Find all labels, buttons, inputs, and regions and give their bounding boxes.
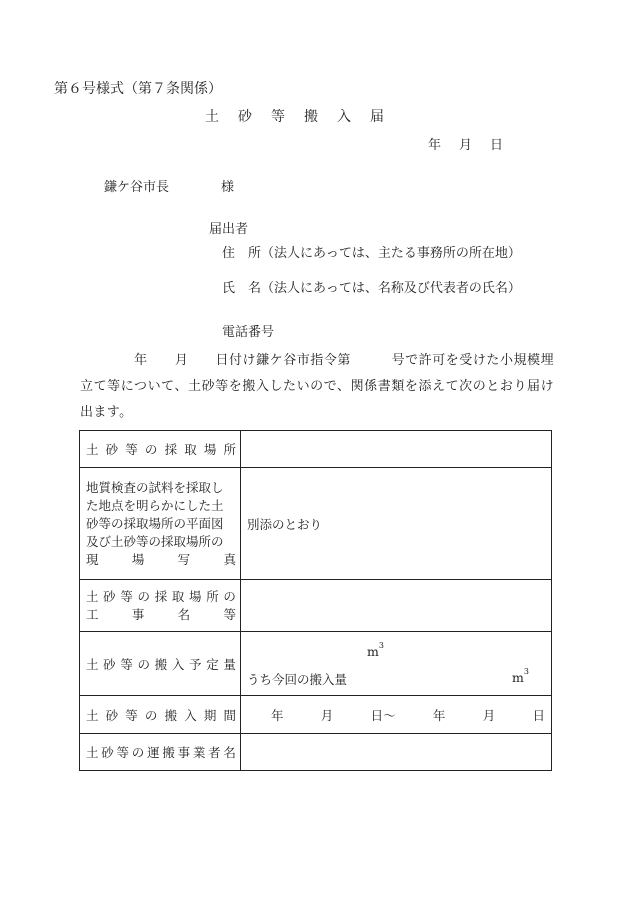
label-transporter [80, 734, 241, 771]
applicant-phone-label: 電話番号 [222, 325, 275, 340]
period-start-day: 日～ [370, 707, 396, 723]
date-day: 日 [490, 138, 504, 153]
table-row-planned-quantity [80, 632, 552, 696]
period-start-month: 月 [320, 707, 334, 723]
addressee-name: 鎌ケ谷市長 [104, 180, 170, 195]
label-source-location-text [86, 440, 236, 458]
label-char: 土 [86, 442, 99, 457]
label-char: 土 [86, 588, 99, 604]
label-char: 工 [86, 606, 99, 622]
form-number: 第６号様式（第７条関係） [54, 81, 222, 97]
label-char: 採 [164, 442, 178, 457]
label-char: 砂 [103, 588, 116, 604]
label-site-plan-line: 地質検査の試料を採取し [86, 479, 224, 495]
label-site-plan-line: 砂等の採取場所の平面図 [86, 515, 224, 531]
document-title: 土砂等搬入届 [205, 109, 403, 125]
label-char: 取 [184, 442, 197, 457]
label-site-plan-line: た地点を明らかにした土 [86, 497, 224, 513]
label-char: の [144, 707, 158, 723]
label-char: 砂 [105, 442, 119, 457]
label-char: の [137, 588, 151, 604]
label-char: 真 [223, 551, 236, 567]
label-char: 搬 [154, 656, 168, 672]
table-row-source-location [80, 431, 552, 468]
value-planned-quantity[interactable] [241, 632, 552, 696]
period-end-month: 月 [482, 707, 496, 723]
label-char: の [144, 442, 158, 457]
addressee-honorific: 様 [221, 180, 235, 195]
period-start-year: 年 [271, 707, 284, 723]
label-char: 土 [86, 745, 99, 760]
label-char: 名 [177, 606, 191, 622]
label-char: 所 [223, 442, 236, 457]
label-char: 土 [86, 656, 99, 672]
applicant-label: 届出者 [209, 222, 249, 237]
value-period[interactable] [241, 696, 552, 734]
label-planned-quantity [80, 632, 241, 696]
label-char: 砂 [105, 707, 119, 723]
label-char: 事 [177, 745, 191, 760]
unit-cubic-meters-total: $m^3$ [367, 641, 384, 659]
label-char: 搬 [164, 707, 178, 723]
label-char: の [137, 656, 151, 672]
label-char: 所 [206, 588, 219, 604]
label-char: 予 [189, 656, 202, 672]
label-char: 等 [223, 606, 236, 622]
label-char: の [223, 588, 236, 604]
date-month: 月 [459, 138, 473, 153]
label-char: 砂 [101, 745, 114, 760]
label-char: 業 [192, 745, 206, 760]
label-char: 土 [86, 707, 99, 723]
label-char: の [131, 745, 145, 760]
label-char: 入 [171, 656, 185, 672]
label-char: 等 [116, 745, 130, 760]
submission-date [428, 134, 503, 153]
label-char: 期 [203, 707, 217, 723]
label-char: 採 [154, 588, 168, 604]
value-source-location[interactable] [241, 431, 552, 468]
label-period [80, 696, 241, 734]
label-char: 定 [206, 656, 219, 672]
label-char: 事 [131, 606, 145, 622]
label-char: 間 [223, 707, 236, 723]
label-char: 現 [86, 551, 99, 567]
value-site-plan[interactable]: 別添のとおり [241, 468, 552, 580]
label-char: 写 [177, 551, 191, 567]
label-char: 入 [184, 707, 197, 723]
label-char: 量 [223, 656, 236, 672]
label-char: 等 [120, 588, 133, 604]
addressee [104, 176, 234, 195]
label-char: 者 [208, 745, 221, 760]
table-row-project-name [80, 580, 552, 632]
label-char: 砂 [103, 656, 116, 672]
label-project-name [80, 580, 241, 632]
applicant-address-label: 住 所（法人にあっては、主たる事務所の所在地） [222, 246, 521, 261]
label-char: 場 [203, 442, 217, 457]
label-planned-quantity-text [86, 655, 236, 673]
label-period-text [86, 706, 236, 724]
table-row-transporter [80, 734, 552, 771]
body-paragraph: 年 月 日付け鎌ケ谷市指令第 号で許可を受けた小規模埋立て等について、土砂等を搬入したいので、関係書類を添えて次のとおり届け出ます。 [80, 353, 554, 420]
label-char: 場 [189, 588, 202, 604]
label-project-name-line2 [86, 606, 236, 624]
label-char: 取 [171, 588, 185, 604]
table-row-period [80, 696, 552, 734]
value-project-name[interactable] [241, 580, 552, 632]
date-year: 年 [428, 138, 442, 153]
label-char: 運 [147, 745, 160, 760]
period-end-year: 年 [432, 707, 446, 723]
label-char: 名 [223, 745, 236, 760]
period-end-day: 日 [532, 707, 545, 723]
label-transporter-text [86, 743, 236, 761]
unit-cubic-meters-current: $m^3$ [512, 667, 529, 685]
label-char: 搬 [162, 745, 175, 760]
current-quantity-label: うち今回の搬入量 [247, 672, 348, 687]
notification-table [79, 430, 552, 771]
label-site-plan-last-line [86, 551, 236, 569]
label-project-name-line1 [86, 588, 236, 606]
label-char: 等 [125, 442, 138, 457]
label-char: 等 [125, 707, 138, 723]
table-row-site-plan [80, 468, 552, 580]
label-char: 等 [120, 656, 133, 672]
value-transporter[interactable] [241, 734, 552, 771]
label-site-plan-line: 及び土砂等の採取場所の [86, 533, 224, 549]
label-char: 場 [131, 551, 145, 567]
applicant-name-label: 氏 名（法人にあっては、名称及び代表者の氏名） [222, 281, 521, 296]
label-site-plan [80, 468, 241, 580]
label-source-location [80, 431, 241, 468]
